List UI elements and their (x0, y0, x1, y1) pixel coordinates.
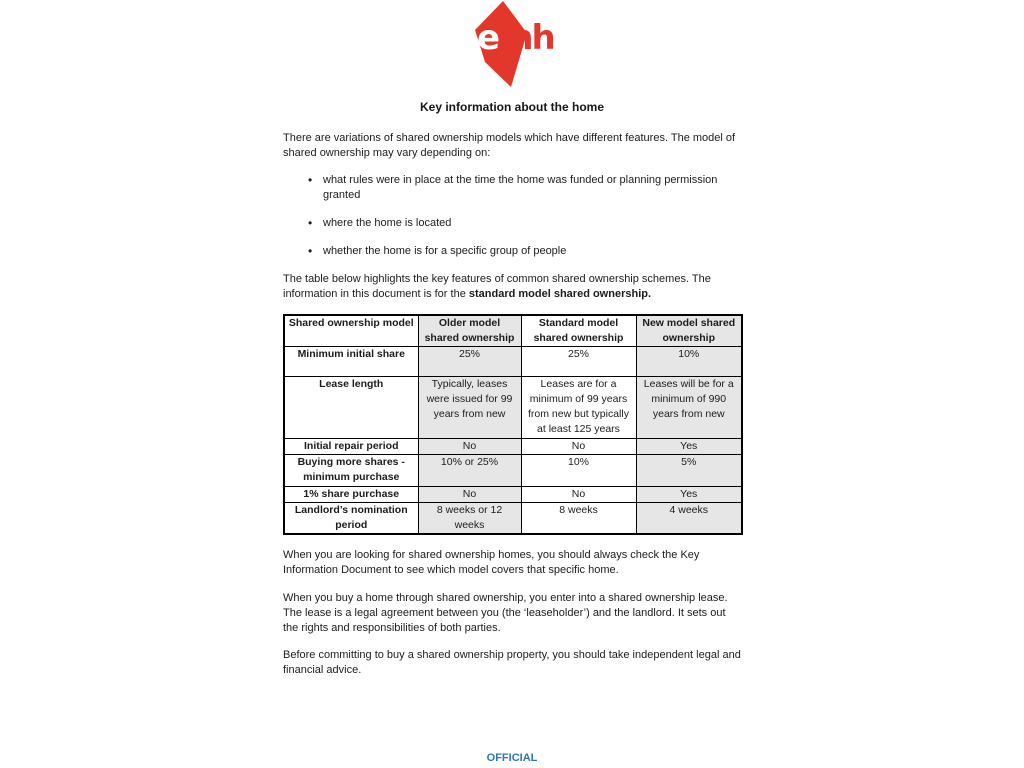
bullet-item (283, 173, 741, 203)
shared-ownership-table (283, 314, 743, 535)
intro-paragraph: There are variations of shared ownership models which have different features. The model of shared ownership may vary depending on: (283, 132, 736, 159)
header-older-model: Older model shared ownership (418, 315, 521, 347)
table-row (284, 439, 742, 455)
row-label: Initial repair period (284, 439, 418, 455)
cell-older: Typically, leases were issued for 99 years from new (418, 377, 521, 439)
logo-letters-mh: mh (498, 18, 554, 58)
bullet-list (283, 173, 741, 259)
bullet-item-text: where the home is located (323, 217, 452, 229)
official-footer-label: OFFICIAL (486, 752, 538, 764)
table-row (284, 347, 742, 377)
cell-new: Yes (636, 487, 742, 503)
cell-new: Leases will be for a minimum of 990 years from new (636, 377, 742, 439)
table-row (284, 503, 742, 535)
cell-standard: 8 weeks (521, 503, 636, 535)
bullet-item (283, 216, 741, 231)
row-label: Landlord’s nomination period (284, 503, 418, 535)
closing-paragraph: Before committing to buy a shared ownership property, you should take independent legal and financial advice. (283, 649, 741, 676)
row-label: Minimum initial share (284, 347, 418, 377)
closing-paragraph: When you buy a home through shared ownership, you enter into a shared ownership lease. The lease is a legal agreement between you (the ‘leaseholder’) and the landlord. It sets out the rights and responsibilities of both parties. (283, 592, 728, 634)
page-title: Key information about the home (419, 100, 604, 114)
cell-standard: No (521, 487, 636, 503)
cell-older: No (418, 487, 521, 503)
cell-standard: Leases are for a minimum of 99 years from new but typically at least 125 years (521, 377, 636, 439)
cell-older: 8 weeks or 12 weeks (418, 503, 521, 535)
cell-standard: 10% (521, 455, 636, 487)
cell-new: Yes (636, 439, 742, 455)
cell-older: 25% (418, 347, 521, 377)
row-label: Lease length (284, 377, 418, 439)
cell-new: 4 weeks (636, 503, 742, 535)
cell-older: 10% or 25% (418, 455, 521, 487)
table-row (284, 487, 742, 503)
bullet-item-text: what rules were in place at the time the home was funded or planning permission granted (323, 174, 718, 201)
header-shared-ownership-model: Shared ownership model (284, 315, 418, 347)
table-row (284, 377, 742, 439)
row-label: Buying more shares - minimum purchase (284, 455, 418, 487)
cell-standard: No (521, 439, 636, 455)
header-new-model: New model shared ownership (636, 315, 742, 347)
row-label: 1% share purchase (284, 487, 418, 503)
cell-new: 5% (636, 455, 742, 487)
table-header-row (284, 315, 742, 347)
bullet-item-text: whether the home is for a specific group of people (323, 245, 567, 257)
document-body (283, 0, 741, 678)
bullet-item (283, 244, 741, 259)
logo-letter-e: e (477, 18, 499, 58)
header-standard-model: Standard model shared ownership (521, 315, 636, 347)
table-note-bold-text: standard model shared ownership. (468, 288, 652, 300)
table-row (284, 455, 742, 487)
table-note-paragraph (283, 272, 741, 302)
closing-paragraph: When you are looking for shared ownership homes, you should always check the Key Information Document to see which model covers that specific home. (283, 549, 700, 576)
cell-older: No (418, 439, 521, 455)
cell-new: 10% (636, 347, 742, 377)
cell-standard: 25% (521, 347, 636, 377)
table-note-text: The table below highlights the key features of common shared ownership schemes. The information in this document is for the (283, 273, 711, 300)
